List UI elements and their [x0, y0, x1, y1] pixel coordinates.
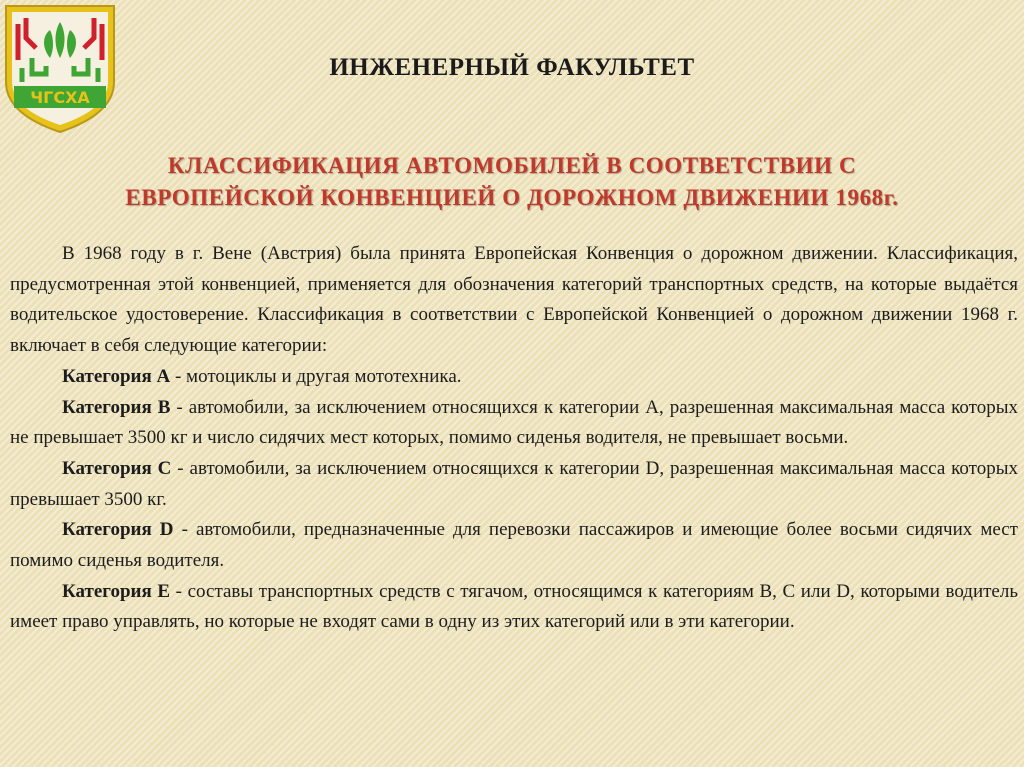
category-b-text: - автомобили, за исключением относящихся к категории A, разрешенная максимальная масса которых не превышает 3500 кг и число сидячих мест которых, помимо сиденья водителя, не превышает восьми.: [10, 396, 1018, 449]
category-e-item: [10, 577, 1018, 638]
slide-title-line-2: ЕВРОПЕЙСКОЙ КОНВЕНЦИЕЙ О ДОРОЖНОМ ДВИЖЕНИИ 1968г.: [125, 185, 899, 210]
category-c-label: Категория С: [62, 457, 172, 479]
category-a-text: - мотоциклы и другая мототехника.: [170, 365, 462, 387]
category-e-label: Категория Е: [62, 580, 171, 602]
category-d-label: Категория D: [62, 519, 174, 541]
body-text: [10, 239, 1018, 638]
logo-text: ЧГСХА: [30, 88, 90, 107]
slide-title-line-1: КЛАССИФИКАЦИЯ АВТОМОБИЛЕЙ В СООТВЕТСТВИИ С: [167, 153, 857, 178]
category-c-item: [10, 454, 1018, 515]
category-a-label: Категория А: [62, 365, 171, 387]
slide-title: [40, 150, 984, 214]
intro-paragraph: В 1968 году в г. Вене (Австрия) была принята Европейская Конвенция о дорожном движении. Классификация, предусмотренная этой конвенцией, применяется для обозначения категорий транспортных средств, на которые выдаётся водительское удостоверение. Классификация в соответствии с Европейской Конвенцией о дорожном движении 1968 г. включает в себя следующие категории:: [10, 243, 1018, 357]
category-a-item: [10, 362, 1018, 393]
category-e-text: - составы транспортных средств с тягачом, относящимся к категориям B, C или D, которыми водитель имеет право управлять, но которые не входят сами в одну из этих категорий или в эти категории.: [10, 580, 1018, 633]
faculty-heading: ИНЖЕНЕРНЫЙ ФАКУЛЬТЕТ: [329, 54, 695, 81]
category-d-item: [10, 515, 1018, 576]
category-b-label: Категория В: [62, 396, 171, 418]
category-d-text: - автомобили, предназначенные для перевозки пассажиров и имеющие более восьми сидячих мест помимо сиденья водителя.: [10, 519, 1018, 572]
category-b-item: [10, 393, 1018, 454]
category-c-text: - автомобили, за исключением относящихся к категории D, разрешенная максимальная масса которых превышает 3500 кг.: [10, 457, 1018, 510]
